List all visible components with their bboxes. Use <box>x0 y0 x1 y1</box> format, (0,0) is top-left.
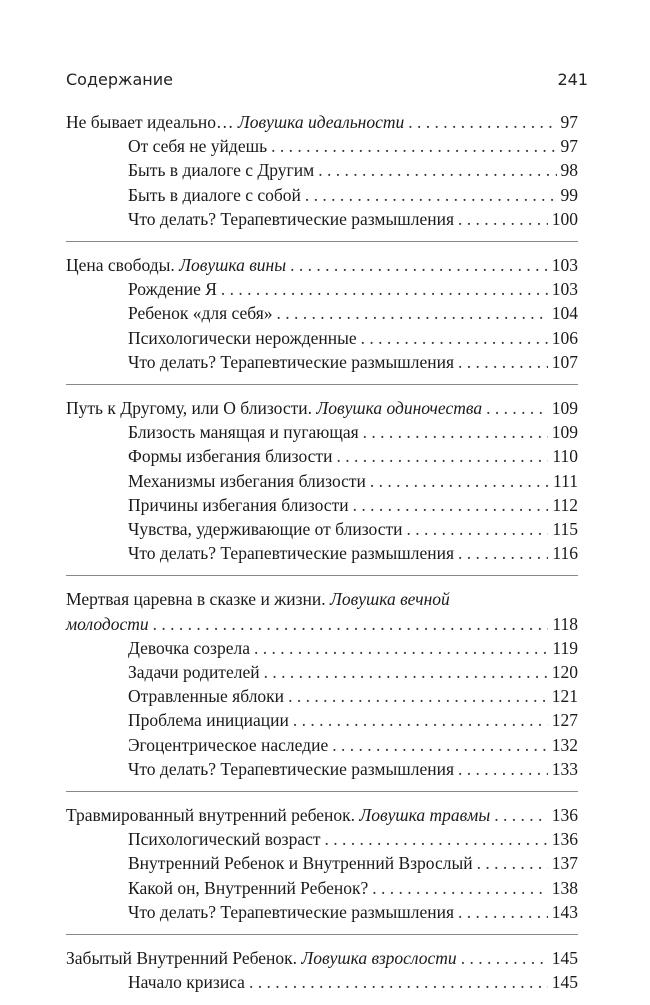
toc-subentry[interactable] <box>66 277 578 301</box>
chapter-page: 136 <box>551 805 578 826</box>
subentry-page: 112 <box>552 494 578 515</box>
subentry-title: Проблема инициации <box>128 710 289 731</box>
toc-section <box>66 791 578 924</box>
subentry-page: 111 <box>553 470 578 491</box>
dot-leader <box>408 110 556 134</box>
toc-subentry[interactable] <box>66 970 578 994</box>
toc-section <box>66 384 578 565</box>
subentry-page: 137 <box>551 853 578 874</box>
subentry-title: Ребенок «для себя» <box>128 303 273 324</box>
dot-leader <box>325 827 548 851</box>
toc-subentry[interactable] <box>66 183 578 207</box>
subentry-title: От себя не уйдешь <box>128 136 268 157</box>
dot-leader <box>361 326 548 350</box>
dot-leader <box>461 946 548 970</box>
chapter-page: 145 <box>551 948 578 969</box>
toc-subentry[interactable] <box>66 207 578 231</box>
toc-subentry[interactable] <box>66 827 578 851</box>
subentry-title: Близость манящая и пугающая <box>128 422 359 443</box>
toc-subentry[interactable] <box>66 900 578 924</box>
subentry-page: 97 <box>560 136 578 157</box>
subentry-page: 104 <box>551 303 578 324</box>
chapter-title-italic: Ловушка вечной <box>330 589 450 610</box>
subentry-page: 107 <box>551 351 578 372</box>
chapter-title-italic: Ловушка вины <box>179 255 287 276</box>
dot-leader <box>477 851 548 875</box>
toc-section <box>66 934 578 994</box>
toc-subentry[interactable] <box>66 660 578 684</box>
dot-leader <box>486 396 548 420</box>
dot-leader <box>290 253 548 277</box>
subentry-page: 121 <box>551 686 578 707</box>
table-of-contents <box>66 110 578 1005</box>
toc-subentry[interactable] <box>66 636 578 660</box>
dot-leader <box>458 757 548 781</box>
subentry-title: Что делать? Терапевтические размышления <box>128 901 455 922</box>
subentry-page: 143 <box>551 901 578 922</box>
dot-leader <box>458 350 548 374</box>
dot-leader <box>153 612 549 636</box>
toc-subentry[interactable] <box>66 876 578 900</box>
subentry-title: Механизмы избегания близости <box>128 470 366 491</box>
chapter-title: Цена свободы. Ловушка вины <box>66 255 287 276</box>
subentry-page: 133 <box>551 758 578 779</box>
dot-leader <box>407 517 549 541</box>
toc-subentry[interactable] <box>66 301 578 325</box>
toc-chapter-entry[interactable] <box>66 253 578 277</box>
toc-subentry[interactable] <box>66 757 578 781</box>
subentry-page: 127 <box>551 710 578 731</box>
dot-leader <box>221 277 548 301</box>
chapter-title-italic: Ловушка травмы <box>359 805 491 826</box>
toc-subentry[interactable] <box>66 708 578 732</box>
toc-section <box>66 575 578 781</box>
subentry-title: Что делать? Терапевтические размышления <box>128 351 455 372</box>
subentry-page: 136 <box>551 829 578 850</box>
toc-subentry[interactable] <box>66 469 578 493</box>
toc-subentry[interactable] <box>66 493 578 517</box>
dot-leader <box>353 493 549 517</box>
dot-leader <box>332 733 548 757</box>
dot-leader <box>370 469 549 493</box>
chapter-page: 97 <box>560 112 578 132</box>
dot-leader <box>318 158 556 182</box>
subentry-page: 138 <box>551 877 578 898</box>
subentry-title: Внутренний Ребенок и Внутренний Взрослый <box>128 853 473 874</box>
chapter-title: Путь к Другому, или О близости. Ловушка одиночества <box>66 398 483 419</box>
subentry-title: Формы избегания близости <box>128 446 333 467</box>
subentry-title: Быть в диалоге с Другим <box>128 160 315 181</box>
subentry-title: Рождение Я <box>128 279 217 300</box>
subentry-page: 99 <box>560 184 578 205</box>
toc-subentry[interactable] <box>66 134 578 158</box>
toc-subentry[interactable] <box>66 326 578 350</box>
dot-leader <box>372 876 547 900</box>
running-header-title: Содержание <box>66 70 173 89</box>
dot-leader <box>363 420 548 444</box>
toc-subentry[interactable] <box>66 541 578 565</box>
running-header <box>66 70 588 96</box>
subentry-page: 98 <box>560 160 578 181</box>
toc-section <box>66 241 578 374</box>
subentry-title: Психологический возраст <box>128 829 321 850</box>
dot-leader <box>293 708 548 732</box>
chapter-title-italic: Ловушка одиночества <box>316 398 483 419</box>
dot-leader <box>264 660 548 684</box>
subentry-page: 106 <box>551 327 578 348</box>
toc-chapter-entry[interactable] <box>66 396 578 420</box>
dot-leader <box>458 541 548 565</box>
toc-subentry[interactable] <box>66 517 578 541</box>
dot-leader <box>254 636 548 660</box>
dot-leader <box>458 207 548 231</box>
toc-subentry[interactable] <box>66 444 578 468</box>
page-number: 241 <box>557 70 588 89</box>
subentry-page: 110 <box>552 446 578 467</box>
chapter-title-italic: Ловушка взрослости <box>301 948 457 969</box>
chapter-title-italic: Ловушка идеальности <box>237 112 405 132</box>
dot-leader <box>494 803 548 827</box>
subentry-page: 103 <box>551 279 578 300</box>
subentry-page: 132 <box>551 734 578 755</box>
subentry-title: Задачи родителей <box>128 662 260 683</box>
subentry-title: Девочка созрела <box>128 637 250 658</box>
chapter-page: 109 <box>551 398 578 419</box>
toc-chapter-entry[interactable] <box>66 946 578 970</box>
toc-subentry[interactable] <box>66 350 578 374</box>
subentry-page: 145 <box>551 972 578 993</box>
toc-subentry[interactable] <box>66 733 578 757</box>
dot-leader <box>271 134 556 158</box>
chapter-page: 118 <box>552 613 578 634</box>
subentry-title: Какой он, Внутренний Ребенок? <box>128 877 369 898</box>
chapter-title: Забытый Внутренний Ребенок. Ловушка взрослости <box>66 948 457 969</box>
subentry-title: Что делать? Терапевтические размышления <box>128 543 455 564</box>
subentry-title: Отравленные яблоки <box>128 686 285 707</box>
toc-subentry[interactable] <box>66 851 578 875</box>
dot-leader <box>458 900 548 924</box>
subentry-page: 109 <box>551 422 578 443</box>
chapter-title-italic-cont: молодости <box>66 613 149 634</box>
toc-subentry[interactable] <box>66 158 578 182</box>
subentry-title: Чувства, удерживающие от близости <box>128 519 403 540</box>
subentry-title: Что делать? Терапевтические размышления <box>128 758 455 779</box>
chapter-title: Травмированный внутренний ребенок. Ловушка травмы <box>66 805 491 826</box>
toc-chapter-entry[interactable] <box>66 612 578 636</box>
toc-chapter-entry-line1[interactable] <box>66 587 578 611</box>
subentry-page: 120 <box>551 662 578 683</box>
subentry-page: 115 <box>552 519 578 540</box>
subentry-title: Причины избегания близости <box>128 494 349 515</box>
subentry-page: 100 <box>551 208 578 229</box>
subentry-title: Быть в диалоге с собой <box>128 184 301 205</box>
toc-section <box>66 110 578 231</box>
dot-leader <box>249 970 548 994</box>
dot-leader <box>288 684 548 708</box>
subentry-title: Психологически нерожденные <box>128 327 357 348</box>
chapter-page: 103 <box>551 255 578 276</box>
chapter-title: Не бывает идеально… Ловушка идеальности <box>66 112 405 132</box>
subentry-page: 119 <box>552 637 578 658</box>
dot-leader <box>277 301 548 325</box>
subentry-title: Эгоцентрическое наследие <box>128 734 329 755</box>
dot-leader <box>305 183 557 207</box>
toc-chapter-entry[interactable] <box>66 803 578 827</box>
toc-subentry[interactable] <box>66 420 578 444</box>
dot-leader <box>336 444 548 468</box>
chapter-title: Мертвая царевна в сказке и жизни. <box>66 589 331 610</box>
toc-subentry[interactable] <box>66 684 578 708</box>
toc-chapter-entry[interactable] <box>66 110 578 134</box>
subentry-page: 116 <box>552 543 578 564</box>
subentry-title: Что делать? Терапевтические размышления <box>128 208 455 229</box>
subentry-title: Начало кризиса <box>128 972 245 993</box>
